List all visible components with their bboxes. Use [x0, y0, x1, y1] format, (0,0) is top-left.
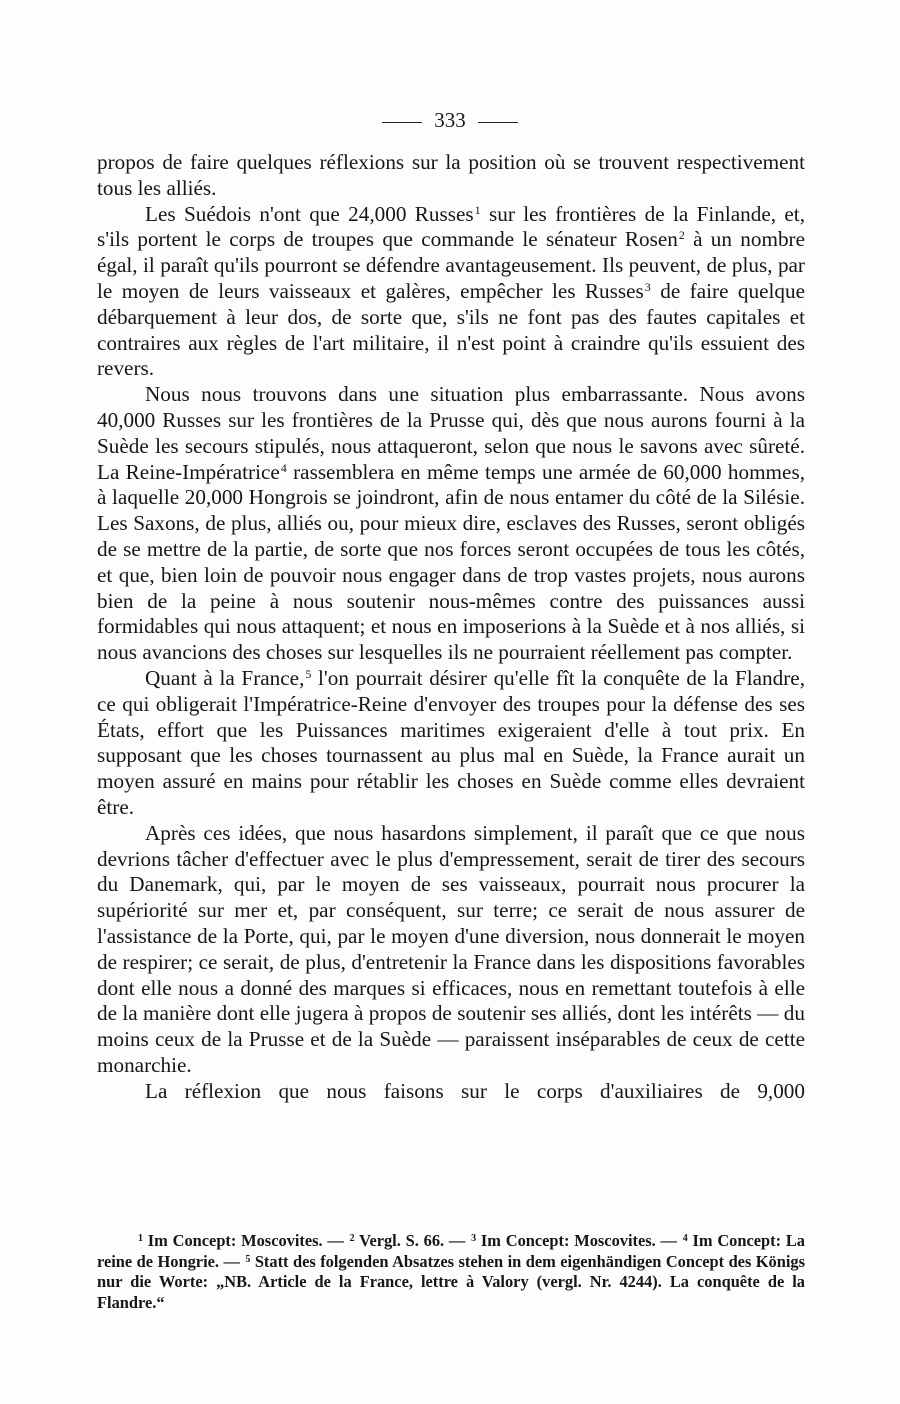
- paragraph-2: Les Suédois n'ont que 24,000 Russes$^1$ sur les frontières de la Finlande, et, s'ils portent le corps de troupes que commande le sénateur Rosen$^2$ à un nombre égal, il paraît qu'ils pourront se défendre avantageusement. Ils peuvent, de plus, par le moyen de leurs vaisseaux et galères, empêcher les Russes$^3$ de faire quelque débarquement à leur dos, de sorte que, s'ils ne font pas des fautes capitales et contraires aux règles de l'art militaire, il n'est point à craindre qu'ils essuient des revers.: [97, 201, 805, 381]
- header-rule-left: [382, 122, 422, 123]
- header-rule-right: [478, 122, 518, 123]
- paragraph-6: La réflexion que nous faisons sur le corps d'auxiliaires de 9,000: [145, 1078, 805, 1103]
- footnote-block: $^1$ Im Concept: Moscovites. — $^2$ Vergl. S. 66. — $^3$ Im Concept: Moscovites. — $^4$ Im Concept: La reine de Hongrie. — $^5$ Statt des folgenden Absatzes stehen in dem eigenhändigen Concept des Königs nur die Worte: „NB. Article de la France, lettre à Valory (vergl. Nr. 4244). La conquête de la Flandre.“: [97, 1231, 805, 1312]
- page-header: [0, 106, 900, 134]
- paragraph-5: Après ces idées, que nous hasardons simplement, il paraît que ce que nous devrions tâcher d'effectuer avec le plus d'empressement, serait de tirer des secours du Danemark, qui, par le moyen de ses vaisseaux, pourrait nous procurer la supériorité sur mer et, par conséquent, sur terre; ce serait de nous assurer de l'assistance de la Porte, qui, par le moyen d'une diversion, nous donnerait le moyen de respirer; ce serait, de plus, d'entretenir la France dans les dispositions favorables dont elle nous a donné des marques si efficaces, nous en remettant toutefois à elle de la manière dont elle jugera à propos de soutenir ses alliés, dont les intérêts — du moins ceux de la Prusse et de la Suède — paraissent inséparables de ceux de cette monarchie.: [97, 820, 805, 1077]
- paragraph-3: Nous nous trouvons dans une situation plus embarrassante. Nous avons 40,000 Russes sur les frontières de la Prusse qui, dès que nous aurons fourni à la Suède les secours stipulés, nous attaqueront, selon que nous le savons avec sûreté. La Reine-Impératrice$^4$ rassemblera en même temps une armée de 60,000 hommes, à laquelle 20,000 Hongrois se joindront, afin de nous entamer du côté de la Silésie. Les Saxons, de plus, alliés ou, pour mieux dire, esclaves des Russes, seront obligés de se mettre de la partie, de sorte que nos forces seront occupées de tous les côtés, et que, bien loin de pouvoir nous engager dans de trop vastes projets, nous aurons bien de la peine à nous soutenir nous-mêmes contre des puissances aussi formidables qui nous attaquent; et nous en imposerions à la Suède et à nos alliés, si nous avancions des choses sur lesquelles ils ne pourraient réellement pas compter.: [97, 382, 805, 665]
- footnotes: [97, 1231, 805, 1313]
- paragraph-1: propos de faire quelques réflexions sur la position où se trouvent respectivement tous les alliés.: [97, 150, 805, 200]
- page-number: 333: [434, 108, 466, 132]
- paragraph-4: Quant à la France,$^5$ l'on pourrait désirer qu'elle fît la conquête de la Flandre, ce qui obligerait l'Impératrice-Reine d'envoyer des troupes pour la défense des ses États, effort que les Puissances maritimes exigeraient d'elle à tout prix. En supposant que les choses tournassent au plus mal en Suède, la France aurait un moyen assuré en mains pour rétablir les choses en Suède comme elles devraient être.: [97, 665, 805, 819]
- main-text: [97, 150, 805, 1104]
